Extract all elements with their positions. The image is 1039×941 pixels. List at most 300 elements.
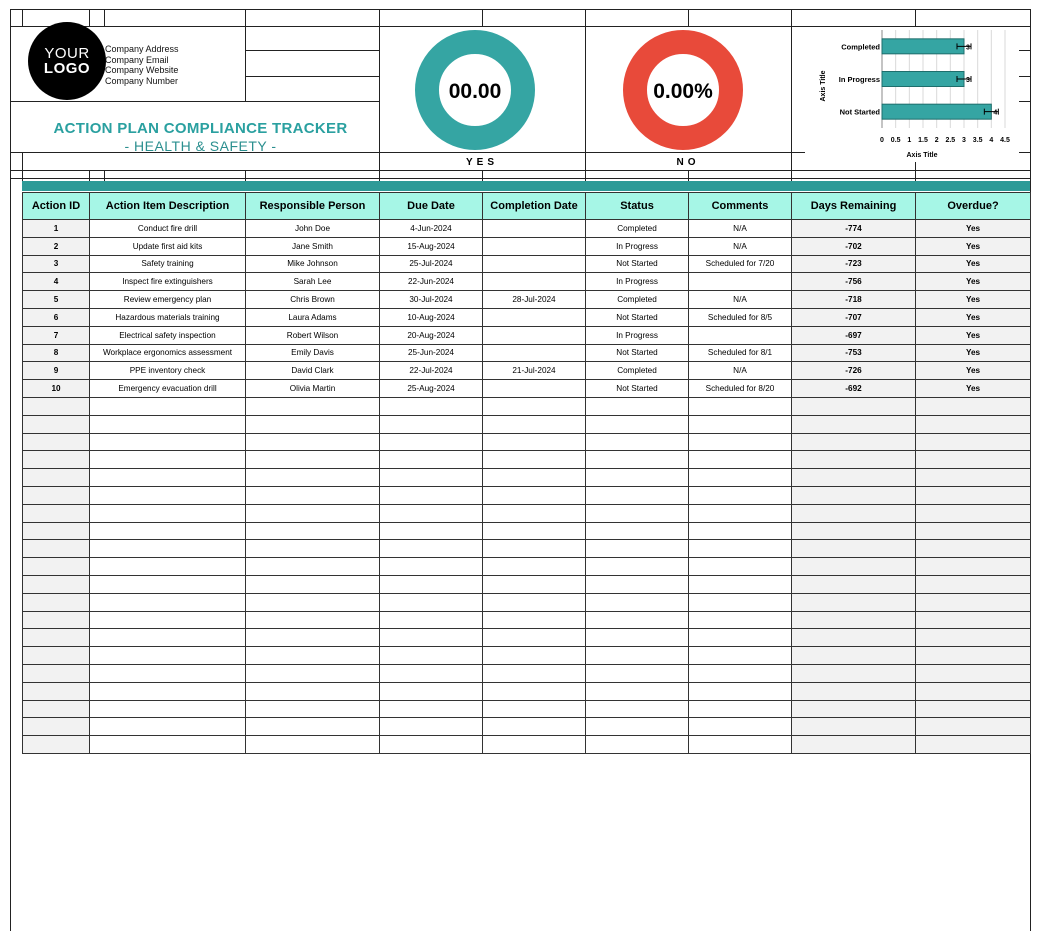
cell-completion-date[interactable] <box>483 736 586 754</box>
cell-comments[interactable]: Scheduled for 8/1 <box>689 344 792 362</box>
cell-status[interactable]: Not Started <box>586 255 689 273</box>
cell-status[interactable]: Not Started <box>586 380 689 398</box>
cell-action-id[interactable]: 3 <box>23 255 90 273</box>
cell-days-remaining[interactable] <box>792 540 916 558</box>
cell-description[interactable] <box>90 700 246 718</box>
empty-table-row <box>23 736 1031 754</box>
company-info <box>105 44 179 86</box>
cell-completion-date[interactable]: 21-Jul-2024 <box>483 362 586 380</box>
chart-bar <box>882 104 991 119</box>
chart-bar <box>882 72 964 87</box>
cell-responsible-person[interactable] <box>246 540 380 558</box>
cell-completion-date[interactable] <box>483 700 586 718</box>
cell-description[interactable] <box>90 451 246 469</box>
cell-comments[interactable] <box>689 504 792 522</box>
cell-completion-date[interactable] <box>483 344 586 362</box>
table-body <box>23 220 1031 754</box>
no-label: NO <box>676 157 700 168</box>
cell-comments[interactable] <box>689 469 792 487</box>
cell-responsible-person[interactable]: John Doe <box>246 220 380 238</box>
cell-description[interactable]: Workplace ergonomics assessment <box>90 344 246 362</box>
cell-overdue[interactable] <box>916 433 1031 451</box>
cell-responsible-person[interactable] <box>246 647 380 665</box>
cell-overdue[interactable] <box>916 469 1031 487</box>
cell-completion-date[interactable] <box>483 397 586 415</box>
cell-overdue[interactable]: Yes <box>916 308 1031 326</box>
cell-action-id[interactable]: 8 <box>23 344 90 362</box>
cell-overdue[interactable] <box>916 486 1031 504</box>
cell-due-date[interactable] <box>380 451 483 469</box>
cell-description[interactable]: Conduct fire drill <box>90 220 246 238</box>
cell-due-date[interactable] <box>380 664 483 682</box>
chart-tick-label: 3 <box>962 137 966 144</box>
empty-table-row <box>23 451 1031 469</box>
cell-comments[interactable] <box>689 593 792 611</box>
cell-completion-date[interactable] <box>483 682 586 700</box>
cell-completion-date[interactable] <box>483 237 586 255</box>
cell-completion-date[interactable] <box>483 308 586 326</box>
cell-days-remaining[interactable] <box>792 593 916 611</box>
cell-description[interactable]: Update first aid kits <box>90 237 246 255</box>
chart-category-labels <box>839 42 881 116</box>
cell-due-date[interactable] <box>380 540 483 558</box>
cell-completion-date[interactable] <box>483 629 586 647</box>
cell-overdue[interactable] <box>916 451 1031 469</box>
header-overdue: Overdue? <box>916 193 1031 220</box>
cell-due-date[interactable] <box>380 504 483 522</box>
cell-responsible-person[interactable] <box>246 629 380 647</box>
table-row <box>23 291 1031 309</box>
cell-action-id[interactable] <box>23 397 90 415</box>
cell-comments[interactable] <box>689 664 792 682</box>
cell-responsible-person[interactable] <box>246 451 380 469</box>
cell-overdue[interactable] <box>916 718 1031 736</box>
cell-responsible-person[interactable] <box>246 718 380 736</box>
cell-action-id[interactable]: 1 <box>23 220 90 238</box>
cell-responsible-person[interactable] <box>246 558 380 576</box>
cell-days-remaining[interactable] <box>792 664 916 682</box>
cell-overdue[interactable]: Yes <box>916 326 1031 344</box>
cell-completion-date[interactable] <box>483 593 586 611</box>
cell-due-date[interactable] <box>380 469 483 487</box>
cell-comments[interactable] <box>689 397 792 415</box>
cell-days-remaining[interactable]: -718 <box>792 291 916 309</box>
cell-action-id[interactable] <box>23 700 90 718</box>
cell-completion-date[interactable] <box>483 380 586 398</box>
cell-overdue[interactable]: Yes <box>916 220 1031 238</box>
cell-comments[interactable] <box>689 629 792 647</box>
cell-overdue[interactable]: Yes <box>916 237 1031 255</box>
cell-action-id[interactable] <box>23 415 90 433</box>
cell-status[interactable] <box>586 558 689 576</box>
cell-overdue[interactable]: Yes <box>916 291 1031 309</box>
cell-completion-date[interactable] <box>483 540 586 558</box>
cell-action-id[interactable] <box>23 504 90 522</box>
cell-due-date[interactable]: 30-Jul-2024 <box>380 291 483 309</box>
cell-comments[interactable] <box>689 575 792 593</box>
cell-description[interactable] <box>90 682 246 700</box>
cell-days-remaining[interactable] <box>792 397 916 415</box>
cell-days-remaining[interactable]: -697 <box>792 326 916 344</box>
cell-action-id[interactable] <box>23 558 90 576</box>
chart-x-axis-title: Axis Title <box>906 152 938 159</box>
cell-status[interactable] <box>586 486 689 504</box>
cell-responsible-person[interactable]: Sarah Lee <box>246 273 380 291</box>
cell-responsible-person[interactable] <box>246 486 380 504</box>
cell-days-remaining[interactable] <box>792 629 916 647</box>
cell-comments[interactable]: N/A <box>689 220 792 238</box>
cell-days-remaining[interactable]: -692 <box>792 380 916 398</box>
cell-status[interactable]: Completed <box>586 220 689 238</box>
cell-due-date[interactable]: 15-Aug-2024 <box>380 237 483 255</box>
cell-responsible-person[interactable]: Olivia Martin <box>246 380 380 398</box>
cell-action-id[interactable] <box>23 486 90 504</box>
cell-action-id[interactable] <box>23 451 90 469</box>
cell-status[interactable] <box>586 611 689 629</box>
cell-action-id[interactable]: 7 <box>23 326 90 344</box>
cell-days-remaining[interactable]: -707 <box>792 308 916 326</box>
cell-description[interactable] <box>90 611 246 629</box>
cell-days-remaining[interactable] <box>792 736 916 754</box>
cell-due-date[interactable] <box>380 611 483 629</box>
cell-description[interactable] <box>90 397 246 415</box>
cell-due-date[interactable] <box>380 736 483 754</box>
cell-comments[interactable] <box>689 700 792 718</box>
cell-action-id[interactable] <box>23 611 90 629</box>
status-bar-chart <box>805 28 1019 162</box>
cell-action-id[interactable] <box>23 540 90 558</box>
cell-action-id[interactable] <box>23 629 90 647</box>
cell-comments[interactable] <box>689 682 792 700</box>
cell-due-date[interactable] <box>380 575 483 593</box>
cell-status[interactable] <box>586 415 689 433</box>
cell-overdue[interactable] <box>916 593 1031 611</box>
cell-comments[interactable]: Scheduled for 7/20 <box>689 255 792 273</box>
cell-description[interactable]: Electrical safety inspection <box>90 326 246 344</box>
cell-comments[interactable] <box>689 522 792 540</box>
cell-status[interactable] <box>586 504 689 522</box>
cell-due-date[interactable] <box>380 522 483 540</box>
cell-completion-date[interactable] <box>483 611 586 629</box>
cell-responsible-person[interactable] <box>246 397 380 415</box>
cell-description[interactable] <box>90 415 246 433</box>
cell-status[interactable]: In Progress <box>586 326 689 344</box>
cell-responsible-person[interactable] <box>246 575 380 593</box>
cell-comments[interactable] <box>689 326 792 344</box>
cell-action-id[interactable]: 4 <box>23 273 90 291</box>
cell-overdue[interactable]: Yes <box>916 344 1031 362</box>
cell-responsible-person[interactable] <box>246 504 380 522</box>
cell-comments[interactable] <box>689 647 792 665</box>
chart-category-label: In Progress <box>838 75 880 84</box>
cell-completion-date[interactable] <box>483 522 586 540</box>
cell-action-id[interactable] <box>23 736 90 754</box>
cell-description[interactable] <box>90 647 246 665</box>
cell-due-date[interactable] <box>380 647 483 665</box>
cell-status[interactable] <box>586 593 689 611</box>
cell-due-date[interactable]: 25-Jun-2024 <box>380 344 483 362</box>
cell-responsible-person[interactable] <box>246 593 380 611</box>
empty-table-row <box>23 397 1031 415</box>
cell-days-remaining[interactable]: -774 <box>792 220 916 238</box>
cell-overdue[interactable] <box>916 415 1031 433</box>
cell-completion-date[interactable]: 28-Jul-2024 <box>483 291 586 309</box>
cell-overdue[interactable] <box>916 611 1031 629</box>
cell-overdue[interactable] <box>916 504 1031 522</box>
cell-description[interactable] <box>90 504 246 522</box>
cell-responsible-person[interactable]: Emily Davis <box>246 344 380 362</box>
cell-description[interactable] <box>90 593 246 611</box>
cell-days-remaining[interactable]: -726 <box>792 362 916 380</box>
cell-responsible-person[interactable] <box>246 682 380 700</box>
cell-responsible-person[interactable]: Jane Smith <box>246 237 380 255</box>
cell-status[interactable] <box>586 397 689 415</box>
cell-comments[interactable] <box>689 718 792 736</box>
cell-completion-date[interactable] <box>483 415 586 433</box>
cell-comments[interactable]: Scheduled for 8/20 <box>689 380 792 398</box>
cell-due-date[interactable]: 10-Aug-2024 <box>380 308 483 326</box>
cell-status[interactable] <box>586 647 689 665</box>
cell-action-id[interactable]: 2 <box>23 237 90 255</box>
cell-due-date[interactable] <box>380 629 483 647</box>
section-divider <box>22 181 1030 191</box>
cell-description[interactable] <box>90 575 246 593</box>
cell-status[interactable] <box>586 469 689 487</box>
cell-status[interactable]: In Progress <box>586 273 689 291</box>
cell-comments[interactable] <box>689 273 792 291</box>
cell-responsible-person[interactable]: Chris Brown <box>246 291 380 309</box>
cell-completion-date[interactable] <box>483 504 586 522</box>
cell-responsible-person[interactable]: Robert Wilson <box>246 326 380 344</box>
cell-due-date[interactable] <box>380 558 483 576</box>
cell-action-id[interactable] <box>23 647 90 665</box>
cell-overdue[interactable] <box>916 664 1031 682</box>
cell-comments[interactable] <box>689 486 792 504</box>
cell-comments[interactable]: Scheduled for 8/5 <box>689 308 792 326</box>
cell-overdue[interactable]: Yes <box>916 362 1031 380</box>
cell-completion-date[interactable] <box>483 647 586 665</box>
cell-comments[interactable] <box>689 433 792 451</box>
cell-description[interactable]: Review emergency plan <box>90 291 246 309</box>
cell-overdue[interactable] <box>916 558 1031 576</box>
logo-line-2: LOGO <box>43 60 91 77</box>
cell-days-remaining[interactable] <box>792 504 916 522</box>
cell-days-remaining[interactable] <box>792 486 916 504</box>
action-plan-table <box>22 192 1031 754</box>
cell-status[interactable]: Not Started <box>586 308 689 326</box>
cell-due-date[interactable]: 25-Jul-2024 <box>380 255 483 273</box>
cell-due-date[interactable] <box>380 415 483 433</box>
cell-action-id[interactable] <box>23 522 90 540</box>
cell-comments[interactable] <box>689 540 792 558</box>
cell-responsible-person[interactable] <box>246 700 380 718</box>
chart-tick-label: 4 <box>989 137 994 144</box>
cell-description[interactable]: Hazardous materials training <box>90 308 246 326</box>
cell-status[interactable] <box>586 718 689 736</box>
cell-comments[interactable] <box>689 558 792 576</box>
cell-due-date[interactable] <box>380 593 483 611</box>
cell-status[interactable] <box>586 451 689 469</box>
cell-action-id[interactable] <box>23 469 90 487</box>
cell-days-remaining[interactable] <box>792 611 916 629</box>
cell-days-remaining[interactable]: -723 <box>792 255 916 273</box>
cell-responsible-person[interactable] <box>246 415 380 433</box>
cell-comments[interactable]: N/A <box>689 362 792 380</box>
cell-overdue[interactable] <box>916 575 1031 593</box>
cell-responsible-person[interactable] <box>246 664 380 682</box>
cell-status[interactable]: Not Started <box>586 344 689 362</box>
cell-days-remaining[interactable] <box>792 433 916 451</box>
cell-comments[interactable] <box>689 451 792 469</box>
cell-status[interactable]: In Progress <box>586 237 689 255</box>
cell-overdue[interactable] <box>916 682 1031 700</box>
cell-status[interactable] <box>586 522 689 540</box>
cell-completion-date[interactable] <box>483 273 586 291</box>
cell-comments[interactable] <box>689 611 792 629</box>
cell-description[interactable] <box>90 629 246 647</box>
cell-responsible-person[interactable] <box>246 522 380 540</box>
cell-due-date[interactable] <box>380 397 483 415</box>
cell-status[interactable] <box>586 433 689 451</box>
cell-due-date[interactable] <box>380 700 483 718</box>
cell-due-date[interactable]: 22-Jun-2024 <box>380 273 483 291</box>
cell-action-id[interactable]: 6 <box>23 308 90 326</box>
cell-days-remaining[interactable] <box>792 647 916 665</box>
header-comments: Comments <box>689 193 792 220</box>
cell-action-id[interactable] <box>23 664 90 682</box>
cell-status[interactable] <box>586 540 689 558</box>
cell-description[interactable]: PPE inventory check <box>90 362 246 380</box>
cell-description[interactable] <box>90 736 246 754</box>
cell-days-remaining[interactable]: -753 <box>792 344 916 362</box>
cell-completion-date[interactable] <box>483 664 586 682</box>
cell-action-id[interactable] <box>23 433 90 451</box>
cell-completion-date[interactable] <box>483 469 586 487</box>
cell-action-id[interactable] <box>23 575 90 593</box>
yes-donut <box>410 28 540 152</box>
cell-due-date[interactable]: 25-Aug-2024 <box>380 380 483 398</box>
chart-tick-label: 3.5 <box>972 137 983 144</box>
cell-days-remaining[interactable] <box>792 451 916 469</box>
cell-days-remaining[interactable] <box>792 682 916 700</box>
cell-comments[interactable] <box>689 736 792 754</box>
cell-status[interactable] <box>586 682 689 700</box>
cell-days-remaining[interactable] <box>792 469 916 487</box>
cell-action-id[interactable] <box>23 718 90 736</box>
cell-description[interactable]: Emergency evacuation drill <box>90 380 246 398</box>
cell-comments[interactable]: N/A <box>689 291 792 309</box>
cell-days-remaining[interactable] <box>792 575 916 593</box>
company-number: Company Number <box>105 75 179 86</box>
cell-status[interactable] <box>586 664 689 682</box>
cell-overdue[interactable] <box>916 736 1031 754</box>
cell-due-date[interactable] <box>380 486 483 504</box>
table-row <box>23 273 1031 291</box>
cell-overdue[interactable] <box>916 629 1031 647</box>
cell-action-id[interactable]: 9 <box>23 362 90 380</box>
cell-due-date[interactable] <box>380 718 483 736</box>
cell-description[interactable] <box>90 664 246 682</box>
cell-overdue[interactable]: Yes <box>916 273 1031 291</box>
cell-completion-date[interactable] <box>483 326 586 344</box>
cell-due-date[interactable] <box>380 433 483 451</box>
cell-overdue[interactable] <box>916 522 1031 540</box>
cell-days-remaining[interactable] <box>792 415 916 433</box>
cell-days-remaining[interactable] <box>792 558 916 576</box>
cell-status[interactable] <box>586 629 689 647</box>
cell-action-id[interactable]: 10 <box>23 380 90 398</box>
cell-completion-date[interactable] <box>483 220 586 238</box>
empty-table-row <box>23 647 1031 665</box>
cell-responsible-person[interactable]: Mike Johnson <box>246 255 380 273</box>
cell-status[interactable]: Completed <box>586 291 689 309</box>
cell-completion-date[interactable] <box>483 486 586 504</box>
cell-description[interactable] <box>90 433 246 451</box>
cell-completion-date[interactable] <box>483 433 586 451</box>
cell-action-id[interactable] <box>23 682 90 700</box>
cell-completion-date[interactable] <box>483 255 586 273</box>
cell-overdue[interactable] <box>916 647 1031 665</box>
header-due-date: Due Date <box>380 193 483 220</box>
cell-status[interactable] <box>586 700 689 718</box>
cell-responsible-person[interactable] <box>246 736 380 754</box>
cell-responsible-person[interactable] <box>246 469 380 487</box>
cell-description[interactable] <box>90 469 246 487</box>
cell-overdue[interactable] <box>916 700 1031 718</box>
table-header-row <box>23 193 1031 220</box>
cell-comments[interactable]: N/A <box>689 237 792 255</box>
cell-completion-date[interactable] <box>483 575 586 593</box>
cell-description[interactable] <box>90 718 246 736</box>
cell-overdue[interactable]: Yes <box>916 255 1031 273</box>
cell-status[interactable] <box>586 575 689 593</box>
cell-status[interactable]: Completed <box>586 362 689 380</box>
cell-responsible-person[interactable]: Laura Adams <box>246 308 380 326</box>
chart-data-label: 3 <box>966 44 970 52</box>
cell-action-id[interactable] <box>23 593 90 611</box>
cell-description[interactable] <box>90 558 246 576</box>
cell-description[interactable]: Inspect fire extinguishers <box>90 273 246 291</box>
cell-status[interactable] <box>586 736 689 754</box>
cell-action-id[interactable]: 5 <box>23 291 90 309</box>
cell-comments[interactable] <box>689 415 792 433</box>
cell-responsible-person[interactable] <box>246 433 380 451</box>
cell-overdue[interactable] <box>916 540 1031 558</box>
cell-days-remaining[interactable] <box>792 522 916 540</box>
cell-days-remaining[interactable] <box>792 700 916 718</box>
cell-overdue[interactable]: Yes <box>916 380 1031 398</box>
cell-due-date[interactable]: 20-Aug-2024 <box>380 326 483 344</box>
cell-days-remaining[interactable]: -756 <box>792 273 916 291</box>
cell-due-date[interactable]: 22-Jul-2024 <box>380 362 483 380</box>
cell-description[interactable] <box>90 540 246 558</box>
cell-description[interactable]: Safety training <box>90 255 246 273</box>
company-email: Company Email <box>105 54 169 65</box>
cell-days-remaining[interactable] <box>792 718 916 736</box>
cell-completion-date[interactable] <box>483 718 586 736</box>
yes-donut-value: 00.00 <box>448 80 502 103</box>
cell-completion-date[interactable] <box>483 558 586 576</box>
cell-responsible-person[interactable] <box>246 611 380 629</box>
cell-description[interactable] <box>90 522 246 540</box>
cell-completion-date[interactable] <box>483 451 586 469</box>
cell-responsible-person[interactable]: David Clark <box>246 362 380 380</box>
cell-due-date[interactable] <box>380 682 483 700</box>
cell-overdue[interactable] <box>916 397 1031 415</box>
cell-days-remaining[interactable]: -702 <box>792 237 916 255</box>
cell-due-date[interactable]: 4-Jun-2024 <box>380 220 483 238</box>
cell-description[interactable] <box>90 486 246 504</box>
